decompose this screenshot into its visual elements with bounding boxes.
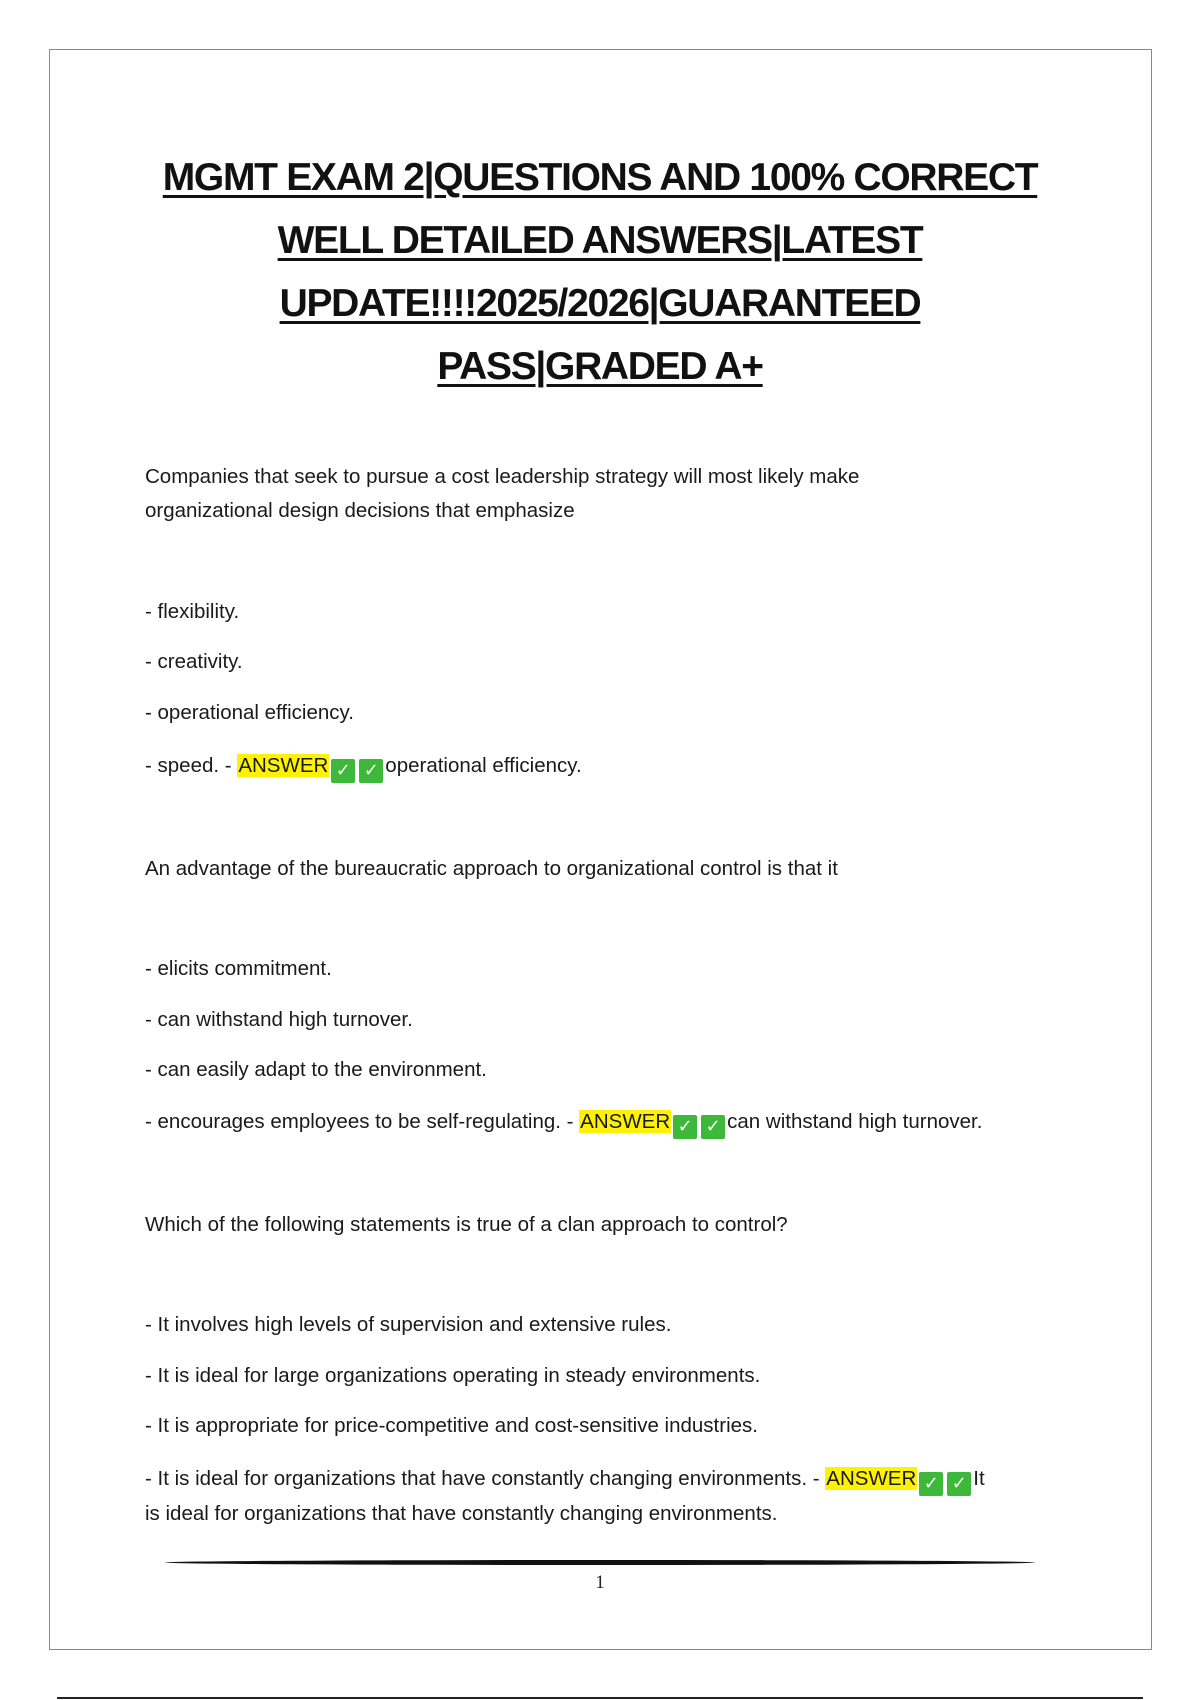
title-line: MGMT EXAM 2|QUESTIONS AND 100% CORRECT	[162, 156, 1038, 199]
document-title	[95, 146, 1105, 398]
q2-option-a: - elicits commitment.	[145, 957, 332, 980]
q2-option-d-with-answer	[145, 1108, 982, 1139]
q1-option-d-with-answer	[145, 752, 582, 783]
q3-option-a: - It involves high levels of supervision and extensive rules.	[145, 1313, 672, 1336]
footer-divider	[165, 1560, 1035, 1565]
q3-option-d: - It is ideal for organizations that have constantly changing environments. -	[145, 1467, 820, 1490]
q1-option-c: - operational efficiency.	[145, 701, 354, 724]
title-line: WELL DETAILED ANSWERS|LATEST	[277, 219, 923, 262]
question-3-line-1: Which of the following statements is true of a clan approach to control?	[145, 1213, 788, 1236]
title-line: PASS|GRADED A+	[437, 345, 763, 388]
check-icon: ✓	[701, 1115, 725, 1139]
q3-option-d-with-answer	[145, 1465, 985, 1496]
question-2-line-1: An advantage of the bureaucratic approach to organizational control is that it	[145, 857, 838, 880]
next-page-edge	[57, 1697, 1143, 1699]
check-icon: ✓	[947, 1472, 971, 1496]
q2-answer-text: can withstand high turnover.	[727, 1110, 983, 1133]
q1-answer-text: operational efficiency.	[385, 754, 582, 777]
check-icon: ✓	[919, 1472, 943, 1496]
answer-label: ANSWER	[238, 754, 329, 777]
page-number: 1	[595, 1572, 605, 1593]
q1-option-d: - speed. -	[145, 754, 232, 777]
q2-option-b: - can withstand high turnover.	[145, 1008, 413, 1031]
title-line: UPDATE!!!!2025/2026|GUARANTEED	[279, 282, 921, 325]
question-1-line-1: Companies that seek to pursue a cost leadership strategy will most likely make	[145, 465, 860, 488]
question-1-line-2: organizational design decisions that emphasize	[145, 499, 575, 522]
check-icon: ✓	[359, 759, 383, 783]
q3-answer-start: It	[973, 1467, 985, 1490]
check-icon: ✓	[673, 1115, 697, 1139]
q1-option-b: - creativity.	[145, 650, 243, 673]
answer-label: ANSWER	[826, 1467, 917, 1490]
q3-answer-continued: is ideal for organizations that have constantly changing environments.	[145, 1502, 778, 1525]
q3-option-b: - It is ideal for large organizations operating in steady environments.	[145, 1364, 761, 1387]
answer-label: ANSWER	[580, 1110, 671, 1133]
q3-option-c: - It is appropriate for price-competitive and cost-sensitive industries.	[145, 1414, 758, 1437]
q2-option-c: - can easily adapt to the environment.	[145, 1058, 487, 1081]
q2-option-d: - encourages employees to be self-regulating. -	[145, 1110, 574, 1133]
q1-option-a: - flexibility.	[145, 600, 240, 623]
check-icon: ✓	[331, 759, 355, 783]
